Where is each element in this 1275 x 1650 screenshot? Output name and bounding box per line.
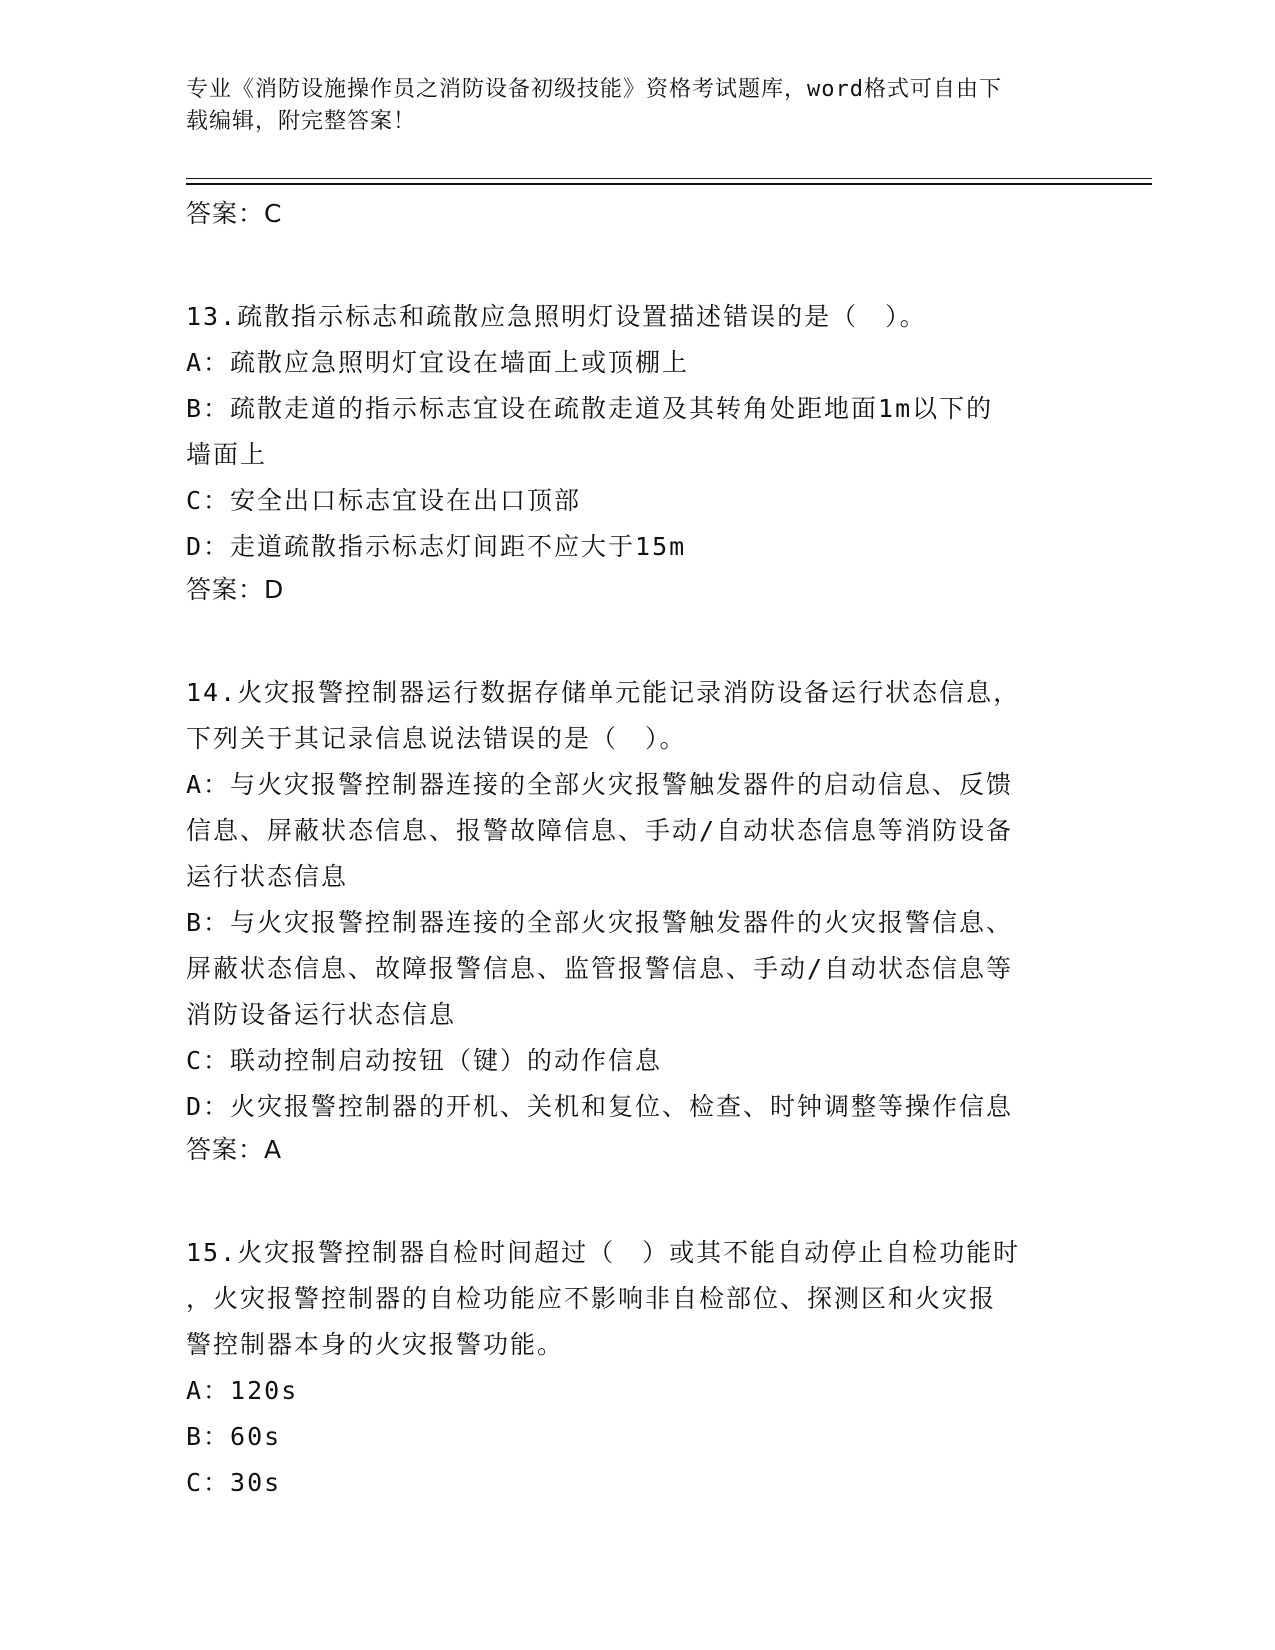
- question-block: [186, 670, 1146, 1170]
- answer-option-line: 墙面上: [186, 440, 268, 469]
- question-list: [186, 194, 1146, 1506]
- answer-option-line: A：疏散应急照明灯宜设在墙面上或顶棚上: [186, 348, 690, 377]
- question-block: [186, 294, 1146, 610]
- document-header: [186, 74, 1086, 138]
- header-line-2: 载编辑，附完整答案！: [186, 109, 417, 134]
- answer-option-line: C：联动控制启动按钮（键）的动作信息: [186, 1046, 663, 1075]
- answer-option-line: 信息、屏蔽状态信息、报警故障信息、手动/自动状态信息等消防设备: [186, 816, 1014, 845]
- question-stem-line: 14.火灾报警控制器运行数据存储单元能记录消防设备运行状态信息，: [186, 678, 1021, 707]
- answer-option-line: A：120s: [186, 1376, 299, 1405]
- previous-answer: 答案：C: [186, 199, 283, 228]
- question-answer: 答案：A: [186, 1135, 283, 1164]
- header-rule: [186, 178, 1152, 185]
- question-stem-line: 警控制器本身的火灾报警功能。: [186, 1330, 565, 1359]
- answer-option-line: 消防设备运行状态信息: [186, 1000, 457, 1029]
- question-stem-line: 15.火灾报警控制器自检时间超过（ ）或其不能自动停止自检功能时: [186, 1238, 1021, 1267]
- answer-option-line: C：30s: [186, 1468, 282, 1497]
- answer-option-line: B：疏散走道的指示标志宜设在疏散走道及其转角处距地面1m以下的: [186, 394, 994, 423]
- answer-option-line: B：60s: [186, 1422, 282, 1451]
- answer-option-line: C：安全出口标志宜设在出口顶部: [186, 486, 582, 515]
- answer-option-line: D：火灾报警控制器的开机、关机和复位、检查、时钟调整等操作信息: [186, 1092, 1014, 1121]
- question-block: [186, 1230, 1146, 1506]
- header-line-1: 专业《消防设施操作员之消防设备初级技能》资格考试题库，word格式可自由下: [186, 77, 1002, 102]
- answer-option-line: B：与火灾报警控制器连接的全部火灾报警触发器件的火灾报警信息、: [186, 908, 1014, 937]
- answer-option-line: D：走道疏散指示标志灯间距不应大于15m: [186, 532, 687, 561]
- question-answer: 答案：D: [186, 575, 285, 604]
- answer-option-line: 屏蔽状态信息、故障报警信息、监管报警信息、手动/自动状态信息等: [186, 954, 1014, 983]
- question-stem-line: 下列关于其记录信息说法错误的是（ ）。: [186, 724, 687, 753]
- question-stem-line: 13.疏散指示标志和疏散应急照明灯设置描述错误的是（ ）。: [186, 302, 927, 331]
- answer-option-line: 运行状态信息: [186, 862, 349, 891]
- question-stem-line: ，火灾报警控制器的自检功能应不影响非自检部位、探测区和火灾报: [186, 1284, 997, 1313]
- answer-option-line: A：与火灾报警控制器连接的全部火灾报警触发器件的启动信息、反馈: [186, 770, 1014, 799]
